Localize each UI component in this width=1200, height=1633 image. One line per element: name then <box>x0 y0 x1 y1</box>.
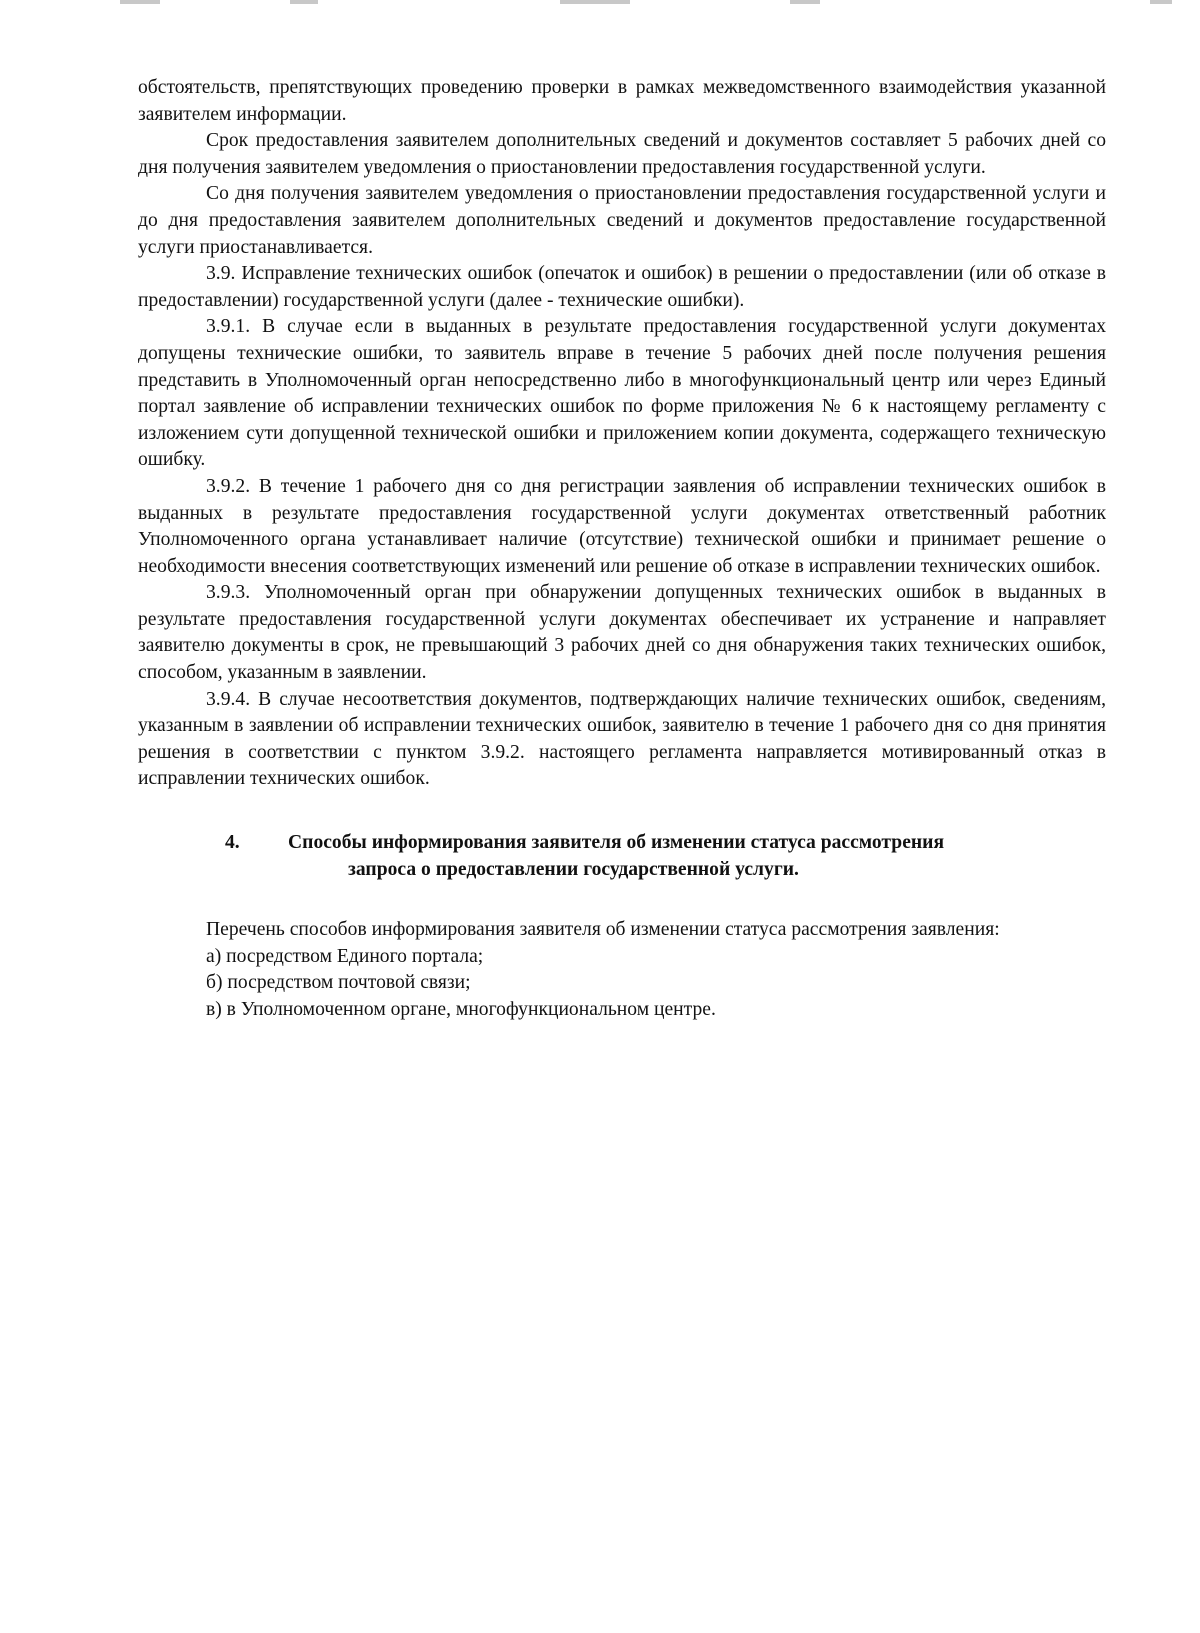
paragraph-deadline: Срок предоставления заявителем дополнительных сведений и документов составляет 5 рабочих дней со дня получения заявителем уведомления о приостановлении предоставления государственной услуги. <box>138 130 1106 178</box>
section-number: 4. <box>225 832 240 854</box>
scan-edge-artifacts <box>0 0 1200 10</box>
paragraph-3-9: 3.9. Исправление технических ошибок (опечаток и ошибок) в решении о предоставлении (или об отказе в предоставлении) государственной услуги (далее - технические ошибки). <box>138 263 1106 311</box>
paragraph-3-9-1: 3.9.1. В случае если в выданных в результате предоставления государственной услуги документах допущены технические ошибки, то заявитель вправе в течение 5 рабочих дней после получения решения представить в Уполномоченный орган непосредственно либо в многофункциональный центр или через Единый портал заявление об исправлении технических ошибок по форме приложения № 6 к настоящему регламенту с изложением сути допущенной технической ошибки и приложением копии документа, содержащего техническую ошибку. <box>138 316 1106 471</box>
paragraph-continuation: обстоятельств, препятствующих проведению проверки в рамках межведомственного взаимодействия указанной заявителем информации. <box>138 77 1106 125</box>
paragraph-3-9-2: 3.9.2. В течение 1 рабочего дня со дня регистрации заявления об исправлении технических ошибок в выданных в результате предоставления государственной услуги документах ответственный работник Уполномоченного органа устанавливает наличие (отсутствие) технической ошибки и принимает решение о необходимости внесения соответствующих изменений или решение об отказе в исправлении технических ошибок. <box>138 475 1106 577</box>
paragraph-3-9-3: 3.9.3. Уполномоченный орган при обнаружении допущенных технических ошибок в выданных в результате предоставления государственной услуги документах обеспечивает их устранение и направляет заявителю документы в срок, не превышающий 3 рабочих дней со дня обнаружения таких технических ошибок, способом, указанным в заявлении. <box>138 582 1106 684</box>
list-item: в) в Уполномоченном органе, многофункциональном центре. <box>206 999 716 1020</box>
section-title-line-1: Способы информирования заявителя об изменении статуса рассмотрения <box>288 832 945 854</box>
document-body <box>138 75 1106 1024</box>
section-title-line-2: запроса о предоставлении государственной услуги. <box>348 858 799 880</box>
paragraph-suspension: Со дня получения заявителем уведомления о приостановлении предоставления государственной услуги и до дня предоставления заявителем дополнительных сведений и документов предоставление государственной услуги приостанавливается. <box>138 183 1106 258</box>
section-4-heading <box>138 830 1106 883</box>
paragraph-3-9-4: 3.9.4. В случае несоответствия документов, подтверждающих наличие технических ошибок, сведениям, указанным в заявлении об исправлении технических ошибок, заявителю в течение 1 рабочего дня со дня принятия решения в соответствии с пунктом 3.9.2. настоящего регламента направляется мотивированный отказ в исправлении технических ошибок. <box>138 688 1106 790</box>
list-item: б) посредством почтовой связи; <box>206 972 471 994</box>
list-item: а) посредством Единого портала; <box>206 945 484 967</box>
paragraph-methods-intro: Перечень способов информирования заявителя об изменении статуса рассмотрения заявления: <box>206 919 1000 941</box>
